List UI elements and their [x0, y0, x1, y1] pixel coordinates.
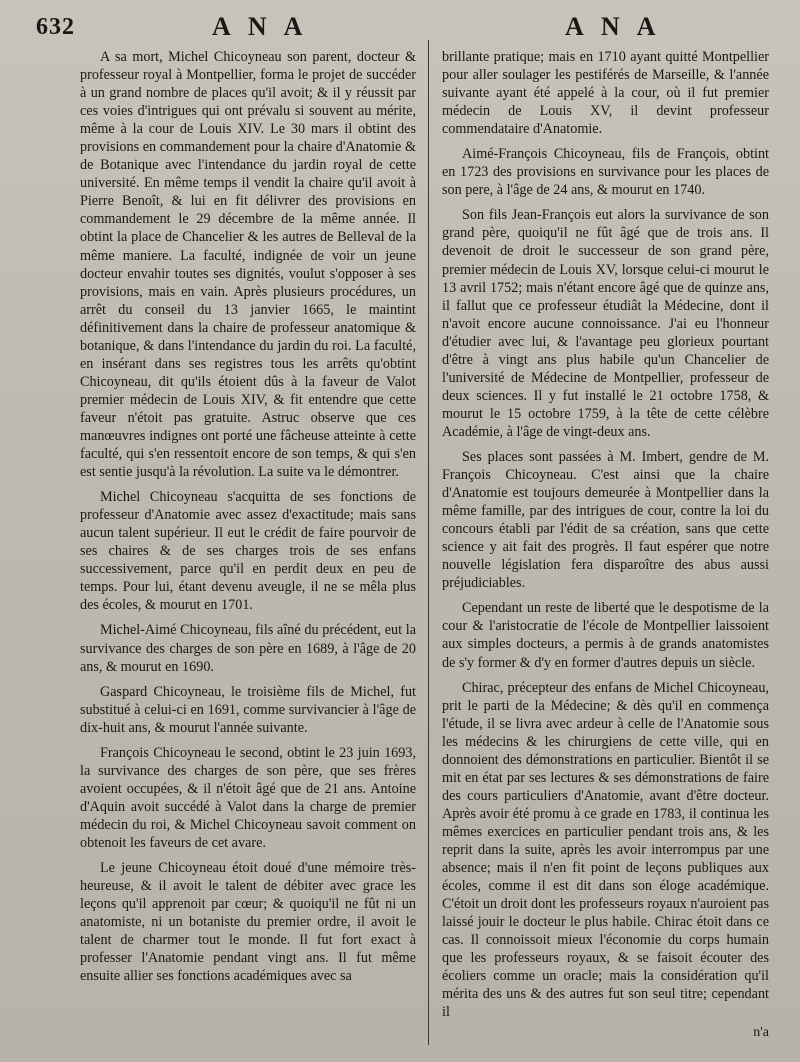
right-column — [442, 48, 769, 1042]
paragraph: brillante pratique; mais en 1710 ayant quitté Montpellier pour aller soulager les pestiférés de Marseille, & l'année suivante ayant été appelé à la cour, où il fut premier médecin de Louis XV, il devint professeur commendataire d'Anatomie. — [442, 49, 769, 138]
page-header — [0, 12, 800, 42]
paragraph: Son fils Jean-François eut alors la survivance de son grand père, quoiqu'il ne fût âgé que de trois ans. Il devenoit de droit le successeur de son grand père, premier médecin de Louis XV, lorsque celui-ci mourut le 13 avril 1752; mais n'étant encore âgé que de quinze ans, il fallut que ce professeur étudiât la Médecine, dont il n'avoit encore aucune connoissance. J'ai eu l'honneur d'étudier avec lui, & l'avantage peu glorieux pourtant d'être à vingt ans plus habile qu'un Chancelier de l'université de Médecine de Montpellier, professeur de deux sciences. Il y fut installé le 21 octobre 1758, & mourut le 15 octobre 1759, à la tête de cette célèbre Académie, à l'âge de vingt-deux ans. — [442, 207, 769, 440]
running-head-left: A N A — [212, 12, 309, 41]
catchword: n'a — [753, 1025, 769, 1041]
paragraph: Le jeune Chicoyneau étoit doué d'une mémoire très-heureuse, & il avoit le talent de débiter avec grace les leçons qu'il apprenoit par cœur; & quoiqu'il ne fût ni un anatomiste, ni un botaniste du premier ordre, il avoit le talent de charmer tout le monde. Il fut fort exact à professer l'Anatomie pendant vingt ans. Il fut même ensuite allier ses fonctions académiques avec sa — [80, 860, 416, 985]
paragraph: A sa mort, Michel Chicoyneau son parent, docteur & professeur royal à Montpellier, forma le projet de succéder à un grand nombre de places qu'il avoit; & il y réussit par ces voies d'intrigues qui ont prévalu si souvent au mérite, même à la cour de Louis XIV. Le 30 mars il obtint des provisions en commandement pour la chaire d'Anatomie & de Botanique avec l'intendance du jardin royal de cette université. En même temps il vendit la chaire qu'il avoit à Pierre Benoît, & lui en fit délivrer des provisions en commandement le 29 décembre de la même année. Il obtint la place de Chancelier & les autres de Belleval de la même maniere. La faculté, indignée de voir un jeune docteur envahir toutes ses dignités, voulut s'opposer à ses provisions, mais en vain. Après plusieurs procédures, un arrêt du conseil du 13 janvier 1665, le maintint définitivement dans la chaire de professeur anatomique & botanique, & dans l'intendance du jardin du roi. La faculté, en insérant dans ses registres tous les arrêts qu'obtint Chicoyneau, dit qu'ils étoient dûs à la faveur de Valot premier médecin de Louis XIV, & fit entendre que cette faveur n'étoit pas gratuite. Astruc observe que ces manœuvres indignes ont porté une fâcheuse atteinte à cette faculté, qui s'en ressentoit encore de son temps, & qui s'en est sentie jusqu'à la révolution. La suite va le démontrer. — [80, 49, 416, 481]
paragraph: Gaspard Chicoyneau, le troisième fils de Michel, fut substitué à celui-ci en 1691, comme survivancier à l'âge de dix-huit ans, & mourut l'année suivante. — [80, 683, 416, 736]
left-column — [80, 48, 416, 992]
column-divider — [428, 40, 429, 1045]
paragraph: Michel-Aimé Chicoyneau, fils aîné du précédent, eut la survivance des charges de son père en 1689, à l'âge de 20 ans, & mourut en 1690. — [80, 622, 416, 675]
paragraph: Ses places sont passées à M. Imbert, gendre de M. François Chicoyneau. C'est ainsi que la chaire d'Anatomie est toujours demeurée à Montpellier dans la même famille, par des intrigues de cour, contre la loi du concours établi par l'édit de sa création, sans que cette science y ait fait des progrès. Il faut espérer que notre nouvelle législation fera disparoître des abus aussi préjudiciables. — [442, 448, 769, 592]
paragraph: Michel Chicoyneau s'acquitta de ses fonctions de professeur d'Anatomie avec assez d'exactitude; mais sans aucun talent supérieur. Il eut le crédit de faire pourvoir de ses chaires & de ses charges trois de ses enfans successivement, parce qu'il en perdit deux en peu de temps. Pour lui, étant devenu aveugle, il ne se mêla plus des écoles, & mourut en 1701. — [80, 489, 416, 614]
paragraph: François Chicoyneau le second, obtint le 23 juin 1693, la survivance des charges de son père, que ses frères avoient occupées, & il n'étoit âgé que de 21 ans. Antoine d'Aquin avoit succédé à Valot dans la charge de premier médecin du roi, & Michel Chicoyneau savoit comment on obtenoit les faveurs de cet avare. — [80, 744, 416, 851]
running-head-right: A N A — [565, 12, 662, 41]
page-number: 632 — [36, 14, 75, 40]
paragraph: Aimé-François Chicoyneau, fils de François, obtint en 1723 des provisions en survivance pour les places de son pere, à l'âge de 24 ans, & mourut en 1740. — [442, 146, 769, 199]
paragraph: Chirac, précepteur des enfans de Michel Chicoyneau, prit le parti de la Médecine; & dès qu'il en commença l'étude, il se livra avec ardeur à celle de l'Anatomie sous les médecins & les chirurgiens de cette ville, qui en donnoient des démonstrations en particulier. Bientôt il se mit en état par ses lectures & ses démonstrations de faire des cours particuliers d'Anatomie, avant d'être docteur. Après avoir été promu à ce grade en 1783, il continua les mêmes exercices en particulier pendant trois ans, & les reprit dans la suite, après les avoir interrompus par une absence; mais il n'en fit point de leçons publiques aux écoles, comme il est dit dans son éloge académique. C'étoit un droit dont les professeurs royaux n'auroient pas laissé jouir le docteur le plus habile. Chirac étoit dans ce cas. Il connoissoit mieux l'économie du corps humain que les professeurs royaux, & se faisoit écouter des écoliers comme un oracle; mais la considération qu'il mérita des uns & des autres fut son seul titre; cependant il — [442, 679, 769, 1021]
paragraph: Cependant un reste de liberté que le despotisme de la cour & l'aristocratie de l'école de Montpellier laissoient aux simples docteurs, a permis à de grands anatomistes de s'y former & d'y en former d'autres depuis un siècle. — [442, 600, 769, 671]
